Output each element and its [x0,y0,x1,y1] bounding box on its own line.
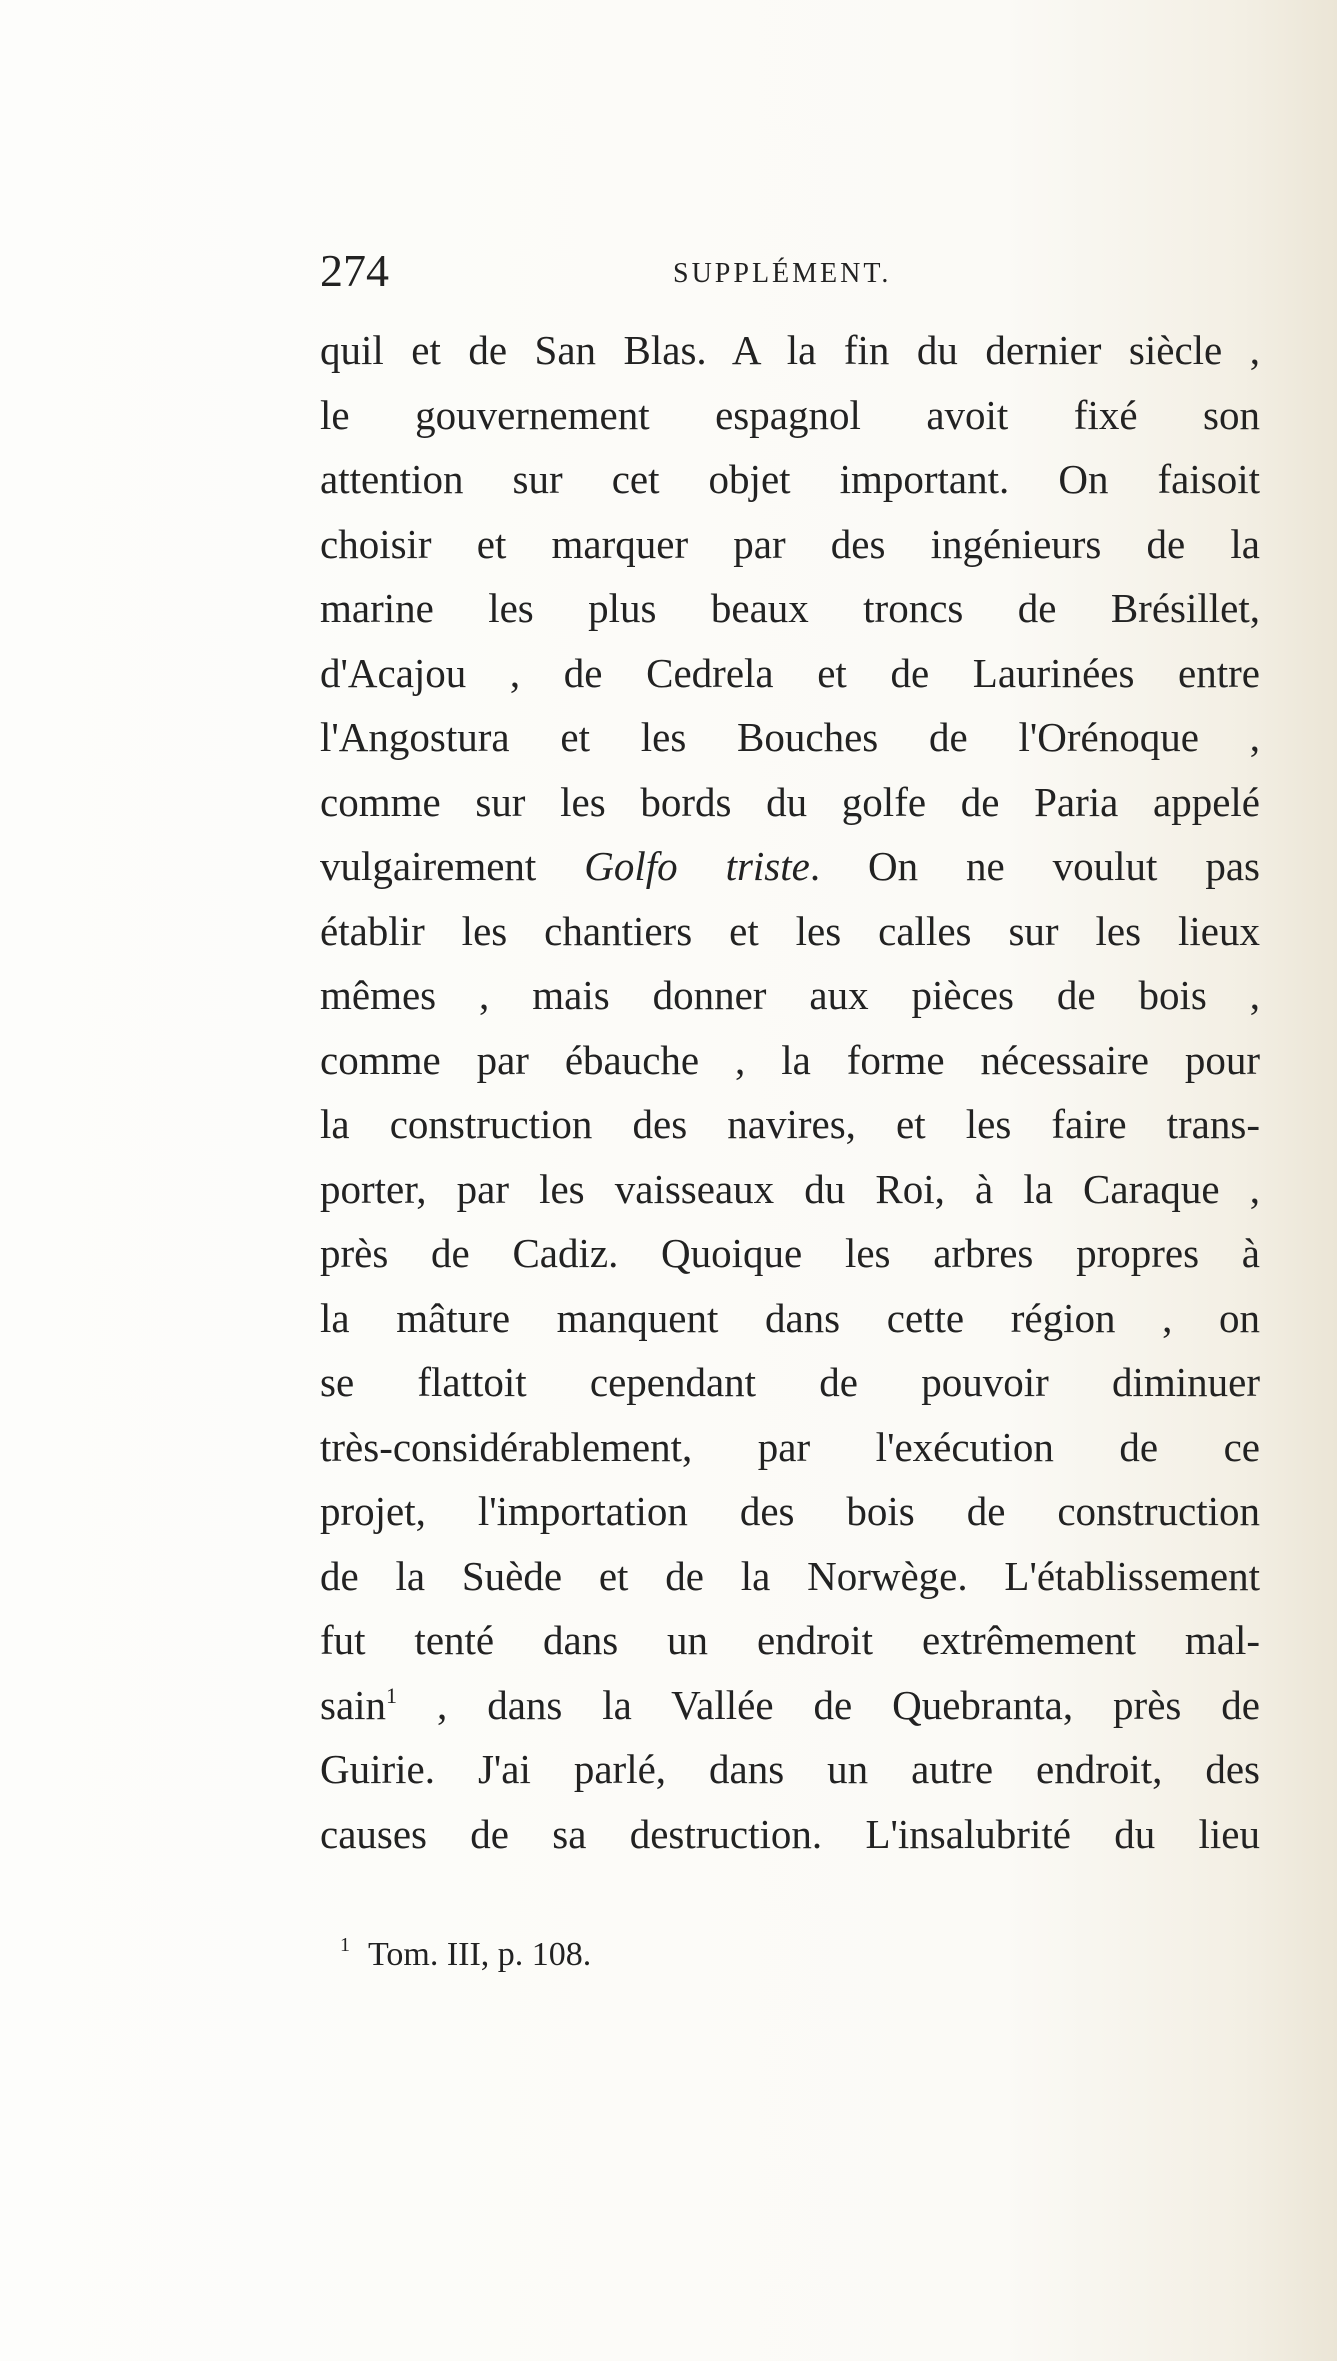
footnote-mark: 1 [340,1934,350,1956]
text-line: près de Cadiz. Quoique les arbres propres à [320,1230,1260,1276]
text-line: marine les plus beaux troncs de Brésillet, [320,585,1260,631]
text-line: comme sur les bords du golfe de Paria appelé [320,778,1260,825]
text-run: sain [320,1681,387,1728]
text-line: Guirie. J'ai parlé, dans un autre endroit, des [320,1746,1260,1792]
text-line: porter, par les vaisseaux du Roi, à la Caraque , [320,1165,1260,1212]
text-line: se flattoit cependant de pouvoir diminuer [320,1359,1260,1405]
text-line: d'Acajou , de Cedrela et de Laurinées entre [320,649,1260,696]
text-line [320,834,1260,899]
footnote-reference: 1 [386,1682,398,1708]
text-line: la mâture manquent dans cette région , on [320,1294,1260,1341]
text-line: projet, l'importation des bois de construction [320,1488,1260,1534]
text-line: la construction des navires, et les faire trans- [320,1101,1260,1147]
page-number: 274 [320,245,389,296]
text-line: fut tenté dans un endroit extrêmement mal- [320,1617,1260,1663]
text-run [678,843,726,889]
text-line: le gouvernement espagnol avoit fixé son [320,391,1260,438]
text-line [320,1673,1260,1738]
italic-title-word: Golfo [584,843,678,889]
text-line: de la Suède et de la Norwège. L'établissement [320,1552,1260,1599]
body-text [320,318,1260,1866]
text-line: causes de sa destruction. L'insalubrité du lieu [320,1810,1260,1857]
text-run: , dans la Vallée de Quebranta, près de [397,1681,1260,1728]
text-line: choisir et marquer par des ingénieurs de la [320,520,1260,567]
text-run: vulgairement [320,843,585,889]
running-head: SUPPLÉMENT. [673,258,892,289]
page-header [320,246,1260,296]
italic-title-word: triste [725,843,810,889]
text-line: comme par ébauche , la forme nécessaire pour [320,1036,1260,1083]
text-line: très-considérablement, par l'exécution de ce [320,1423,1260,1470]
text-line: mêmes , mais donner aux pièces de bois , [320,972,1260,1018]
footnote [340,1930,591,1980]
text-line: établir les chantiers et les calles sur les lieux [320,907,1260,954]
text-line: quil et de San Blas. A la fin du dernier siècle , [320,327,1260,373]
footnote-text: Tom. III, p. 108. [368,1936,592,1973]
text-run: . On ne voulut pas [809,843,1261,889]
text-line: attention sur cet objet important. On faisoit [320,456,1260,502]
text-line: l'Angostura et les Bouches de l'Orénoque , [320,714,1260,760]
